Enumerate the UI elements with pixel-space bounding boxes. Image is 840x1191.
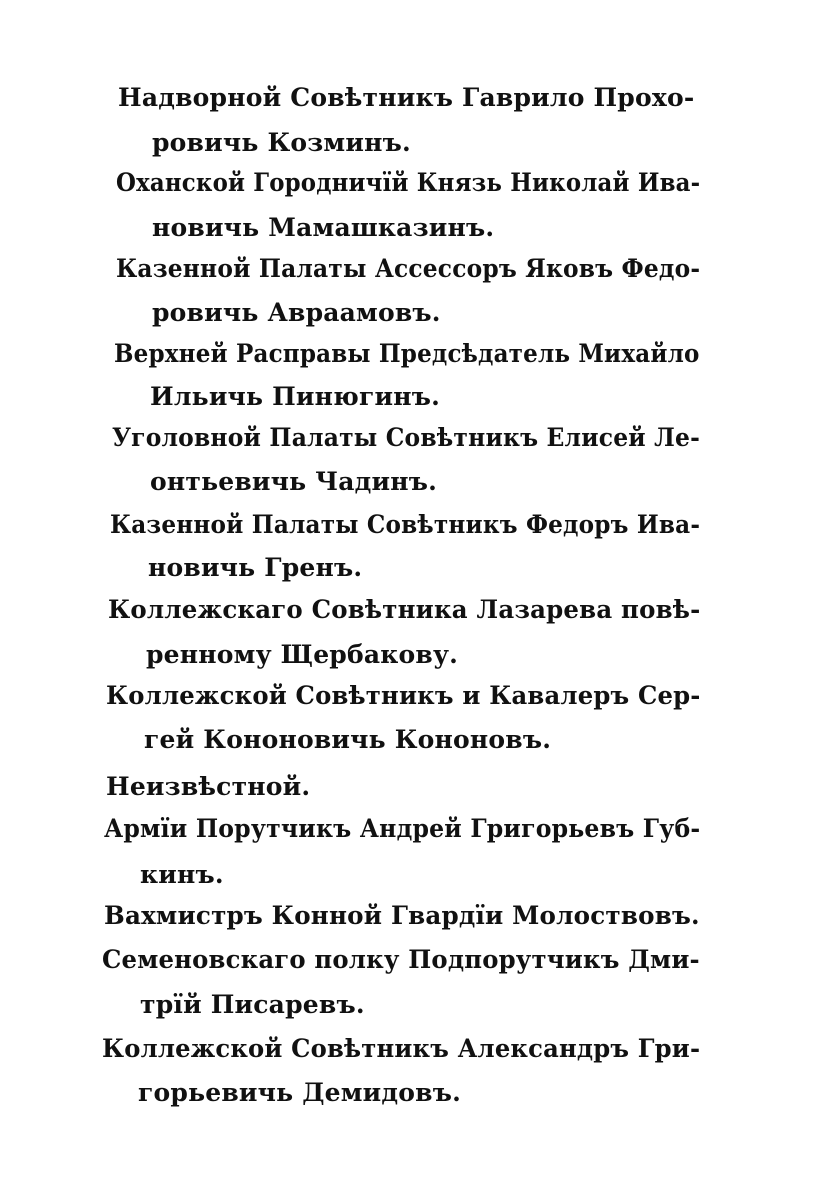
entry-line-1: Уголовной Палаты Совѣтникъ Елисей Ле- (112, 423, 701, 452)
entry-line-1: Казенной Палаты Ассессоръ Яковъ Федо- (116, 254, 701, 283)
entry-line-2: трїй Писаревъ. (140, 990, 365, 1019)
entry-line-2: новичь Мамашказинъ. (152, 213, 495, 242)
entry-line-2: ровичь Козминъ. (152, 128, 411, 157)
entry-line-1: Вахмистръ Конной Гвардїи Молоствовъ. (104, 901, 700, 930)
entry-line-2: гей Кононовичь Кононовъ. (144, 725, 552, 754)
entry-line-2: онтьевичь Чадинъ. (150, 467, 438, 496)
entry-line-1: Казенной Палаты Совѣтникъ Федоръ Ива- (110, 510, 701, 539)
entry-line-1: Семеновскаго полку Подпорутчикъ Дми- (102, 945, 700, 974)
entry-line-2: новичь Гренъ. (148, 553, 363, 582)
entry-line-2: ренному Щербакову. (146, 640, 459, 669)
entry-line-2: горьевичь Демидовъ. (138, 1078, 462, 1107)
entry-line-2: Ильичь Пинюгинъ. (150, 382, 441, 411)
entry-line-1: Верхней Расправы Предсѣдатель Михайло (114, 339, 700, 368)
entry-line-1: Коллежской Совѣтникъ Александръ Гри- (102, 1034, 701, 1063)
entry-line-1: Оханской Городничїй Князь Николай Ива- (116, 168, 701, 197)
entry-line-1: Коллежскаго Совѣтника Лазарева повѣ- (108, 595, 701, 624)
entry-line-2: ровичь Авраамовъ. (152, 298, 441, 327)
entry-line-1: Коллежской Совѣтникъ и Кавалеръ Сер- (106, 681, 701, 710)
entry-line-1: Неизвѣстной. (106, 772, 311, 801)
entry-line-1: Надворной Совѣтникъ Гаврило Прохо- (118, 83, 695, 112)
entry-line-2: кинъ. (140, 860, 224, 889)
entry-line-1: Армїи Порутчикъ Андрей Григорьевъ Губ- (104, 814, 701, 843)
